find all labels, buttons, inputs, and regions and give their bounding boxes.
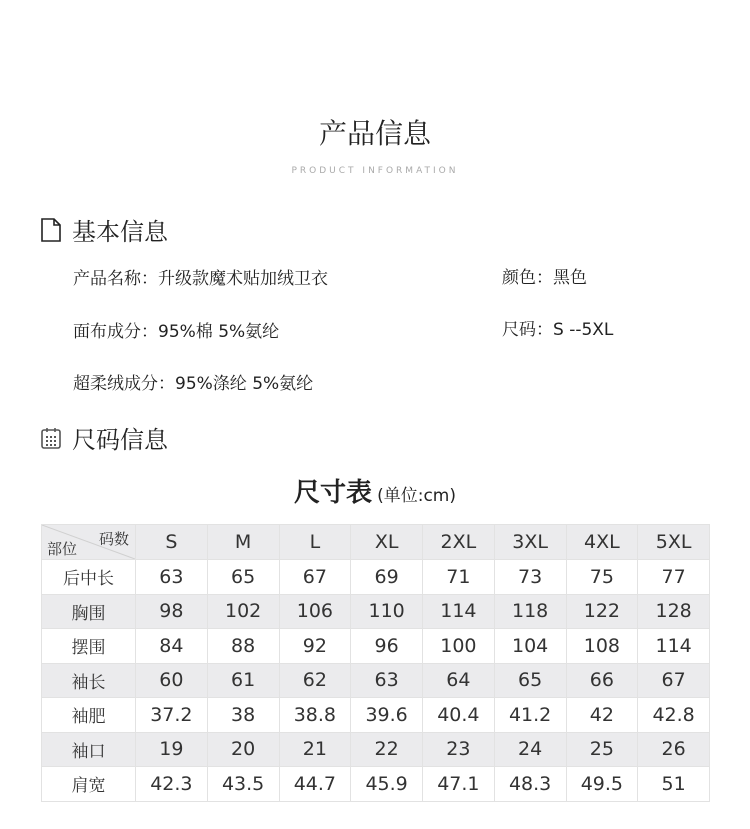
page-subtitle: PRODUCT INFORMATION <box>291 166 459 176</box>
table-cell: 47.1 <box>423 767 495 802</box>
table-cell: 48.3 <box>494 767 566 802</box>
table-cell: 110 <box>351 594 423 629</box>
table-row <box>42 767 710 802</box>
table-cell: 19 <box>136 732 208 767</box>
table-cell: 38.8 <box>279 698 351 733</box>
table-cell: 73 <box>494 560 566 595</box>
row-label: 后中长 <box>42 560 136 595</box>
table-cell: 22 <box>351 732 423 767</box>
row-label: 胸围 <box>42 594 136 629</box>
table-cell: 42.3 <box>136 767 208 802</box>
table-cell: 45.9 <box>351 767 423 802</box>
document-icon <box>40 217 62 243</box>
size-info-title: 尺码信息 <box>72 426 168 454</box>
size-chart-unit: (单位:cm) <box>377 486 456 506</box>
table-cell: 60 <box>136 663 208 698</box>
table-header-row <box>42 525 710 560</box>
table-cell: 67 <box>279 560 351 595</box>
corner-cell <box>42 525 136 560</box>
size-chart-label: 尺寸表 <box>293 478 372 508</box>
row-label: 摆围 <box>42 629 136 664</box>
size-header: XL <box>351 525 423 560</box>
table-cell: 42 <box>566 698 638 733</box>
size-header: S <box>136 525 208 560</box>
corner-part-label: 部位 <box>47 540 78 558</box>
size-header: 3XL <box>494 525 566 560</box>
table-cell: 20 <box>207 732 279 767</box>
table-cell: 96 <box>351 629 423 664</box>
table-cell: 71 <box>423 560 495 595</box>
table-cell: 69 <box>351 560 423 595</box>
fabric-composition: 面布成分：95%棉 5%氨纶 <box>73 322 280 342</box>
table-cell: 84 <box>136 629 208 664</box>
size-chart-title <box>0 472 750 509</box>
page-title: 产品信息 <box>318 117 431 150</box>
row-label: 袖口 <box>42 732 136 767</box>
table-cell: 64 <box>423 663 495 698</box>
table-cell: 65 <box>207 560 279 595</box>
size-table <box>41 524 710 802</box>
size-info-heading <box>40 420 168 455</box>
table-cell: 23 <box>423 732 495 767</box>
table-cell: 102 <box>207 594 279 629</box>
table-cell: 66 <box>566 663 638 698</box>
table-cell: 61 <box>207 663 279 698</box>
table-cell: 92 <box>279 629 351 664</box>
calendar-icon <box>40 426 62 450</box>
table-cell: 108 <box>566 629 638 664</box>
table-cell: 114 <box>638 629 710 664</box>
table-cell: 100 <box>423 629 495 664</box>
table-cell: 122 <box>566 594 638 629</box>
table-row <box>42 732 710 767</box>
table-cell: 24 <box>494 732 566 767</box>
table-cell: 63 <box>136 560 208 595</box>
row-label: 肩宽 <box>42 767 136 802</box>
size-header: 4XL <box>566 525 638 560</box>
basic-info-title: 基本信息 <box>72 218 168 246</box>
table-cell: 75 <box>566 560 638 595</box>
table-cell: 44.7 <box>279 767 351 802</box>
table-row <box>42 663 710 698</box>
table-cell: 62 <box>279 663 351 698</box>
table-cell: 42.8 <box>638 698 710 733</box>
table-cell: 49.5 <box>566 767 638 802</box>
table-cell: 106 <box>279 594 351 629</box>
row-label: 袖长 <box>42 663 136 698</box>
size-header: L <box>279 525 351 560</box>
size-header: 2XL <box>423 525 495 560</box>
table-cell: 128 <box>638 594 710 629</box>
corner-size-label: 码数 <box>98 530 129 548</box>
table-cell: 38 <box>207 698 279 733</box>
table-row <box>42 560 710 595</box>
table-cell: 114 <box>423 594 495 629</box>
table-cell: 21 <box>279 732 351 767</box>
table-row <box>42 698 710 733</box>
table-cell: 63 <box>351 663 423 698</box>
table-cell: 104 <box>494 629 566 664</box>
table-cell: 51 <box>638 767 710 802</box>
table-cell: 65 <box>494 663 566 698</box>
table-row <box>42 629 710 664</box>
table-cell: 43.5 <box>207 767 279 802</box>
size-header: 5XL <box>638 525 710 560</box>
table-row <box>42 594 710 629</box>
table-cell: 39.6 <box>351 698 423 733</box>
table-cell: 88 <box>207 629 279 664</box>
table-cell: 26 <box>638 732 710 767</box>
basic-info-heading <box>40 212 168 247</box>
size-range: 尺码：S --5XL <box>502 320 614 340</box>
table-cell: 41.2 <box>494 698 566 733</box>
table-cell: 37.2 <box>136 698 208 733</box>
size-header: M <box>207 525 279 560</box>
table-cell: 67 <box>638 663 710 698</box>
table-cell: 98 <box>136 594 208 629</box>
table-cell: 77 <box>638 560 710 595</box>
fleece-composition: 超柔绒成分：95%涤纶 5%氨纶 <box>73 374 314 394</box>
table-cell: 40.4 <box>423 698 495 733</box>
table-cell: 118 <box>494 594 566 629</box>
product-name: 产品名称：升级款魔术贴加绒卫衣 <box>73 269 328 289</box>
product-color: 颜色：黑色 <box>502 268 587 288</box>
table-cell: 25 <box>566 732 638 767</box>
row-label: 袖肥 <box>42 698 136 733</box>
